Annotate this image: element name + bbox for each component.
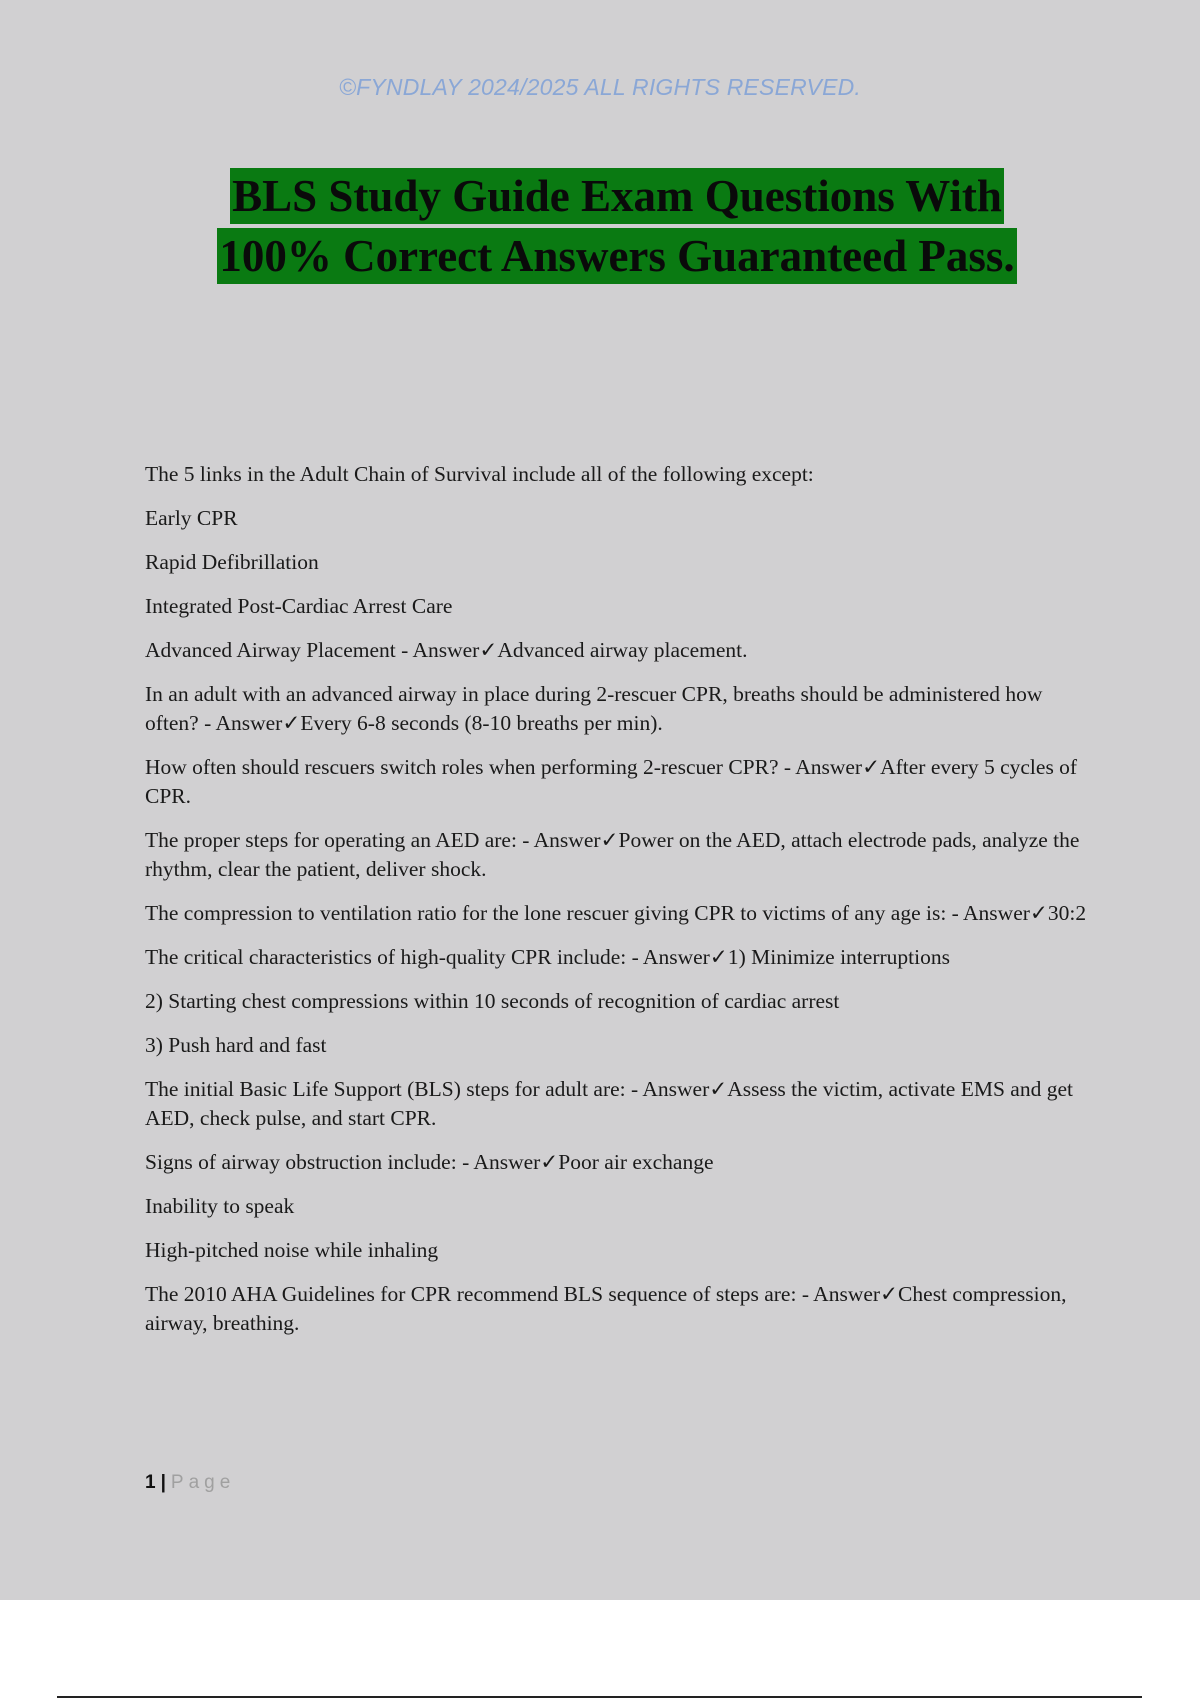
paragraph: The proper steps for operating an AED are: - Answer✓Power on the AED, attach electrode pads, analyze the rhythm, clear the patient, deliver shock. xyxy=(145,828,1080,881)
paragraph: Inability to speak xyxy=(145,1194,295,1218)
document-body xyxy=(145,460,1095,1353)
footer-separator: | xyxy=(160,1472,166,1493)
bottom-divider xyxy=(57,1696,1142,1698)
page-label: Page xyxy=(170,1472,236,1493)
paragraph: The 5 links in the Adult Chain of Survival include all of the following except: xyxy=(145,462,814,486)
paragraph: High-pitched noise while inhaling xyxy=(145,1238,439,1262)
paragraph: The critical characteristics of high-quality CPR include: - Answer✓1) Minimize interruptions xyxy=(145,945,950,969)
paragraph: Rapid Defibrillation xyxy=(145,550,319,574)
paragraph: Signs of airway obstruction include: - Answer✓Poor air exchange xyxy=(145,1150,714,1174)
page-footer xyxy=(145,1472,235,1494)
paragraph: Early CPR xyxy=(145,506,238,530)
paragraph: How often should rescuers switch roles when performing 2-rescuer CPR? - Answer✓After every 5 cycles of CPR. xyxy=(145,755,1078,808)
title-line-1: BLS Study Guide Exam Questions With xyxy=(230,168,1004,224)
paragraph: The initial Basic Life Support (BLS) steps for adult are: - Answer✓Assess the victim, activate EMS and get AED, check pulse, and start CPR. xyxy=(145,1077,1073,1130)
document-title xyxy=(0,168,1200,284)
page-number: 1 xyxy=(145,1472,156,1493)
paragraph: The 2010 AHA Guidelines for CPR recommend BLS sequence of steps are: - Answer✓Chest compression, airway, breathing. xyxy=(145,1282,1067,1335)
paragraph: Advanced Airway Placement - Answer✓Advanced airway placement. xyxy=(145,638,748,662)
paragraph: In an adult with an advanced airway in place during 2-rescuer CPR, breaths should be administered how often? - Answer✓Every 6-8 seconds (8-10 breaths per min). xyxy=(145,682,1043,735)
paragraph: 3) Push hard and fast xyxy=(145,1033,327,1057)
paragraph: The compression to ventilation ratio for the lone rescuer giving CPR to victims of any age is: - Answer✓30:2 xyxy=(145,901,1087,925)
paragraph: Integrated Post-Cardiac Arrest Care xyxy=(145,594,453,618)
paragraph: 2) Starting chest compressions within 10 seconds of recognition of cardiac arrest xyxy=(145,989,840,1013)
title-line-2: 100% Correct Answers Guaranteed Pass. xyxy=(217,228,1016,284)
copyright-header: ©FYNDLAY 2024/2025 ALL RIGHTS RESERVED. xyxy=(338,74,862,100)
